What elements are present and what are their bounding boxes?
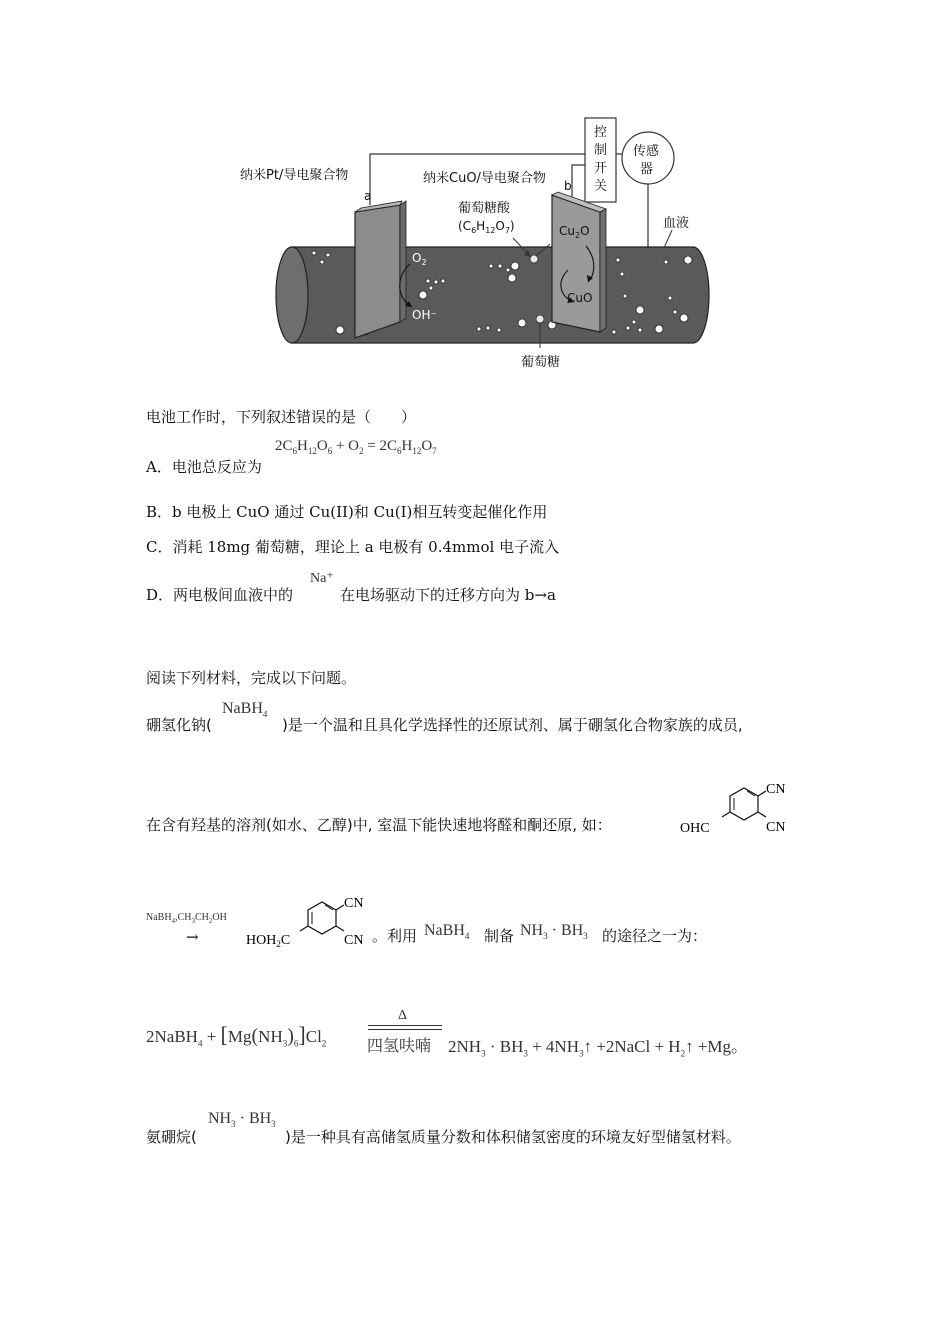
option-a[interactable] (146, 456, 262, 477)
option-d-prefix: D．两电极间血液中的 (146, 586, 294, 604)
product-structure-svg (244, 888, 384, 958)
option-d-suffix: 在电场驱动下的迁移方向为 b→a (340, 586, 556, 604)
option-a-formula: $2C_6H_{12}O_6 + O_2 = 2C_6H_{12}O_7$ (275, 438, 437, 456)
material-p3-formula1: NaBH$_4$ (424, 922, 470, 942)
battery-diagram (230, 112, 730, 377)
option-c[interactable] (146, 536, 559, 557)
glucose-label: 葡萄糖 (521, 355, 561, 370)
switch-char-2: 制 (594, 143, 608, 158)
gluconic-acid-label: 葡萄糖酸 (458, 201, 511, 216)
switch-char-4: 关 (594, 179, 608, 194)
reaction-arrow: → (186, 928, 199, 946)
equation-right: $2NH_3 \cdot BH_3$ + $4NH_3↑$ +2NaCl + $H_2↑ +Mg$。 (448, 1037, 749, 1059)
material-p2: 在含有羟基的溶剂(如水、乙醇)中, 室温下能快速地将醛和酮还原, 如： (146, 816, 612, 834)
o2-label: $O_2$ (412, 251, 427, 267)
pt-electrode (355, 205, 400, 338)
reactant-ohc: OHC (680, 821, 710, 836)
reactant-structure-svg (678, 774, 798, 844)
material-p3-mid: 。利用 (372, 927, 418, 945)
reagent-label: $NaBH_4,CH_3CH_2OH$ (146, 912, 227, 925)
product-cn-top: CN (344, 896, 364, 911)
material-p1-start: 硼氢化钠( (146, 716, 212, 734)
question-stem (146, 406, 416, 427)
cuo-label: CuO (567, 291, 593, 305)
option-d-ion: Na⁺ (310, 571, 334, 586)
material-p1-end: )是一个温和且具化学选择性的还原试剂、属于硼氢化合物家族的成员, (282, 716, 743, 734)
switch-char-3: 开 (594, 161, 608, 176)
option-c-text: C．消耗 18mg 葡萄糖，理论上 a 电极有 0.4mmol 电子流入 (146, 538, 560, 556)
cuo-electrode (552, 195, 600, 332)
material-intro-text: 阅读下列材料，完成以下问题。 (146, 669, 357, 687)
material-p4-start: 氨硼烷( (146, 1128, 197, 1146)
reactant-cn-bottom: CN (766, 820, 786, 835)
product-cn-bottom: CN (344, 933, 364, 948)
material-p3-end: 的途径之一为： (602, 927, 708, 945)
material-p4-formula: $NH_3 \cdot BH_3$ (208, 1110, 276, 1130)
option-b-text: B．b 电极上 CuO 通过 Cu(II)和 Cu(I)相互转变起催化作用 (146, 503, 548, 521)
right-electrode-letter: b (564, 179, 572, 193)
equation-arrow-line-1 (368, 1025, 442, 1026)
option-b[interactable] (146, 501, 547, 522)
material-p4-end: )是一种具有高储氢质量分数和体积储氢密度的环境友好型储氢材料。 (285, 1128, 741, 1146)
left-electrode-letter: a (364, 189, 372, 203)
left-electrode-label: 纳米Pt/导电聚合物 (240, 168, 349, 183)
question-stem-text: 电池工作时，下列叙述错误的是（ ） (146, 408, 417, 426)
product-structure (244, 888, 384, 958)
material-p3-formula2: $NH_3 \cdot BH_3$ (520, 922, 588, 942)
option-a-label: A．电池总反应为 (146, 458, 262, 476)
equation-condition-top: Δ (398, 1008, 408, 1023)
switch-char-1: 控 (594, 125, 608, 140)
material-p3-mid2: 制备 (484, 927, 515, 945)
sensor-line-1: 传感 (633, 144, 660, 159)
sensor-line-2: 器 (640, 162, 654, 177)
gluconic-formula: $(C_6H_{12}O_7)$ (458, 219, 515, 235)
oh-label: OH⁻ (412, 308, 437, 322)
reactant-cn-top: CN (766, 782, 786, 797)
cu2o-label: $Cu_2O$ (559, 224, 590, 240)
option-d[interactable] (146, 584, 293, 605)
diagram-svg (230, 112, 730, 377)
blood-label: 血液 (663, 216, 690, 231)
material-intro (146, 667, 356, 688)
equation-left: 2NaBH$_4$ + $[Mg(NH_3)_6]Cl_2$ (146, 1022, 327, 1049)
material-p1-formula: NaBH$_4$ (222, 700, 268, 720)
gluconic-particle (530, 255, 538, 263)
reactant-structure (678, 774, 798, 844)
equation-condition: 四氢呋喃 (367, 1038, 432, 1055)
glucose-particle (536, 315, 544, 323)
vessel-opening (276, 247, 308, 343)
product-hoh2c: $HOH_2C$ (246, 933, 291, 949)
right-electrode-label: 纳米CuO/导电聚合物 (423, 171, 546, 186)
equation-arrow-line-2 (368, 1029, 442, 1030)
